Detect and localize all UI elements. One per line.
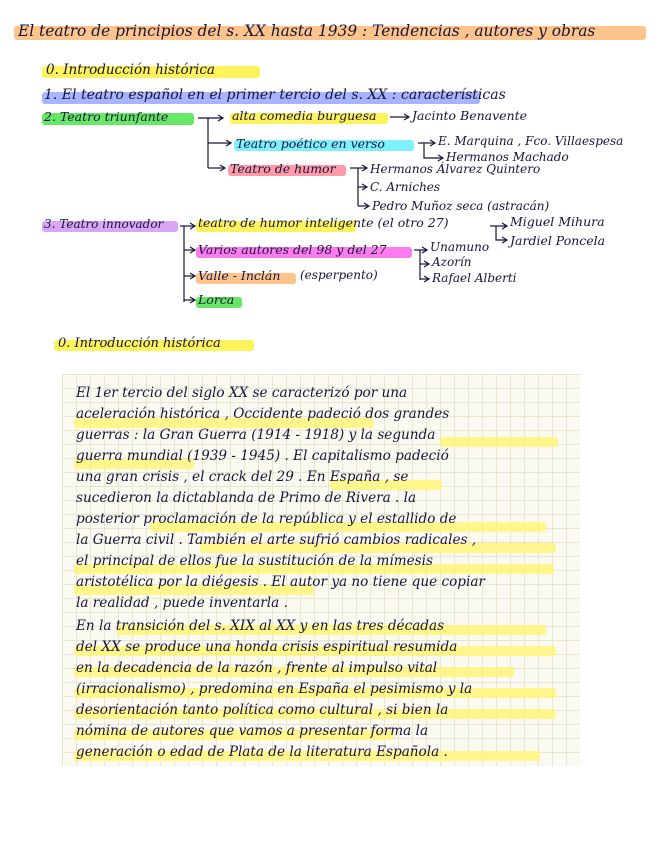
paragraph-line: guerras : la Gran Guerra (1914 - 1918) y la segunda [76,427,436,443]
paragraph-line: nómina de autores que vamos a presentar forma la [76,723,429,739]
paragraph-line: (irracionalismo) , predomina en España el pesimismo y la [76,681,473,697]
humor-inteligente: teatro de humor inteligente (el otro 27) [198,215,449,230]
author-azorin: Azorín [432,255,472,269]
paragraph-line: una gran crisis , el crack del 29 . En España , se [76,469,409,485]
outline-item-1: 1. El teatro español en el primer tercio del s. XX : características [44,87,506,103]
alta-comedia: alta comedia burguesa [232,108,377,123]
paragraph-line: aristotélica por la diégesis . El autor ya no tiene que copiar [76,574,485,590]
outline-intro: 0. Introducción histórica [46,62,215,78]
author-arniches: C. Arniches [370,180,441,194]
author-mihura: Miguel Mihura [510,214,605,229]
author-machado: Hermanos Machado [446,150,569,164]
paragraph-line: desorientación tanto política como cultural , si bien la [76,702,449,718]
author-lorca: Lorca [198,292,235,307]
paragraph-line: la Guerra civil . También el arte sufrió cambios radicales , [76,532,477,548]
author-jardiel: Jardiel Poncela [510,233,606,248]
section-heading: 0. Introducción histórica [58,336,221,351]
outline-item-2: 2. Teatro triunfante [44,109,169,124]
paragraph-line: generación o edad de Plata de la literatura Española . [76,744,448,760]
outline-item-3: 3. Teatro innovador [44,217,164,231]
paragraph-line: sucedieron la dictablanda de Primo de Rivera . la [76,490,417,506]
paragraph-line: el principal de ellos fue la sustitución de la mímesis [76,553,433,569]
para-highlight [440,437,558,447]
author-marquina: E. Marquina , Fco. Villaespesa [438,134,624,148]
paragraph-line: guerra mundial (1939 - 1945) . El capitalismo padeció [76,448,449,464]
paragraph-line: En la transición del s. XIX al XX y en las tres décadas [76,618,445,634]
author-alberti: Rafael Alberti [432,271,517,285]
paragraph-line: posterior proclamación de la república y el estallido de [76,511,457,527]
teatro-poetico: Teatro poético en verso [236,136,385,151]
paragraph-line: en la decadencia de la razón , frente al impulso vital [76,660,438,676]
paragraph-line: del XX se produce una honda crisis espiritual resumida [76,639,458,655]
varios-autores: Varios autores del 98 y del 27 [198,242,387,257]
outline-arrows [0,0,656,320]
author-munoz-seca: Pedro Muñoz seca (astracán) [372,199,550,213]
paragraph-line: El 1er tercio del siglo XX se caracterizó por una [76,385,408,401]
page-title: El teatro de principios del s. XX hasta 1939 : Tendencias , autores y obras [18,22,596,40]
paragraph-line: la realidad , puede inventarla . [76,595,288,611]
author-valle: Valle - Inclán [198,268,281,283]
esperpento-note: (esperpento) [300,268,378,282]
paragraph-line: aceleración histórica , Occidente padeció dos grandes [76,406,450,422]
teatro-humor: Teatro de humor [230,161,336,176]
author-benavente: Jacinto Benavente [412,108,528,123]
author-unamuno: Unamuno [430,240,490,254]
author-alvarez: Hermanos Álvarez Quintero [370,162,541,176]
